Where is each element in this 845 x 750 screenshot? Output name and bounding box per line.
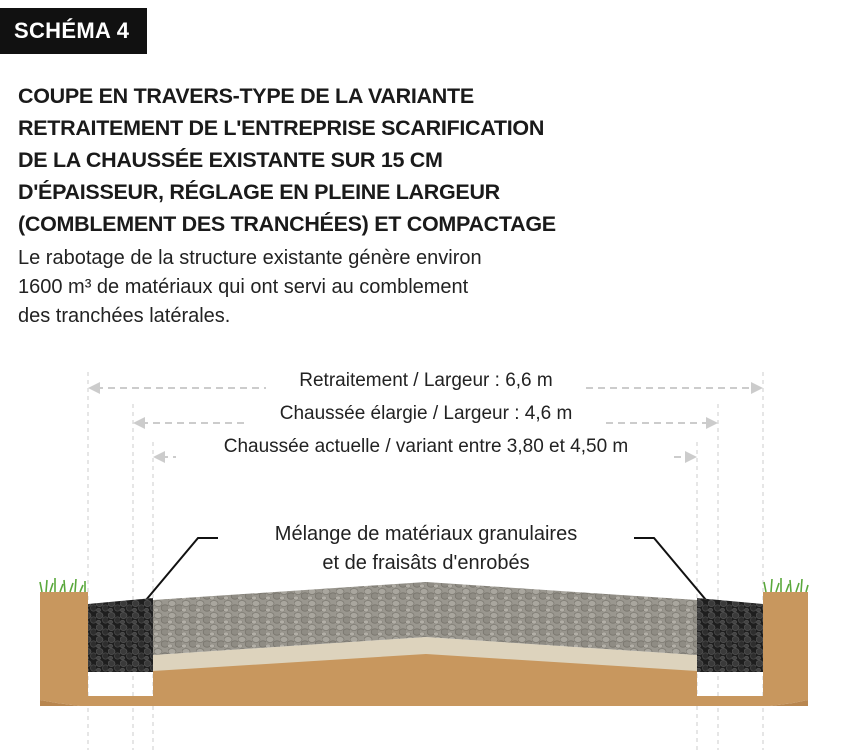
material-label-line-1: Mélange de matériaux granulaires	[274, 523, 578, 545]
arrow-right-icon	[685, 451, 697, 463]
title-line-2: RETRAITEMENT DE L'ENTREPRISE SCARIFICATION	[18, 116, 545, 140]
dimension-chaussee-elargie	[133, 403, 718, 429]
dimension-retraitement	[88, 370, 763, 394]
grass-left-icon	[40, 578, 85, 592]
dimension-chaussee-actuelle	[153, 436, 697, 463]
subgrade-layer	[153, 671, 697, 696]
description-line-3: des tranchées latérales.	[18, 305, 231, 327]
title-line-3: DE LA CHAUSSÉE EXISTANTE SUR 15 CM	[18, 148, 443, 172]
dimension-label-retraitement: Retraitement / Largeur : 6,6 m	[299, 370, 553, 391]
schema-badge: SCHÉMA 4	[0, 8, 147, 54]
dimension-label-chaussee-elargie: Chaussée élargie / Largeur : 4,6 m	[279, 403, 573, 424]
title-line-1: COUPE EN TRAVERS-TYPE DE LA VARIANTE	[18, 84, 474, 108]
trench-right	[697, 598, 763, 672]
arrow-left-icon	[88, 382, 100, 394]
description-line-1: Le rabotage de la structure existante génère environ	[18, 247, 482, 269]
leader-line-left	[146, 538, 218, 600]
dimension-label-chaussee-actuelle: Chaussée actuelle / variant entre 3,80 et 4,50 m	[223, 436, 629, 457]
arrow-left-icon	[153, 451, 165, 463]
description-line-2: 1600 m³ de matériaux qui ont servi au comblement	[18, 276, 469, 298]
material-label-line-2: et de fraisâts d'enrobés	[322, 552, 530, 574]
leader-line-right	[634, 538, 706, 600]
title-line-5: (COMBLEMENT DES TRANCHÉES) ET COMPACTAGE	[18, 212, 556, 236]
grass-right-icon	[764, 578, 808, 592]
arrow-right-icon	[751, 382, 763, 394]
arrow-right-icon	[706, 417, 718, 429]
title-line-4: D'ÉPAISSEUR, RÉGLAGE EN PLEINE LARGEUR	[18, 180, 500, 204]
trench-left	[88, 598, 153, 672]
arrow-left-icon	[133, 417, 145, 429]
